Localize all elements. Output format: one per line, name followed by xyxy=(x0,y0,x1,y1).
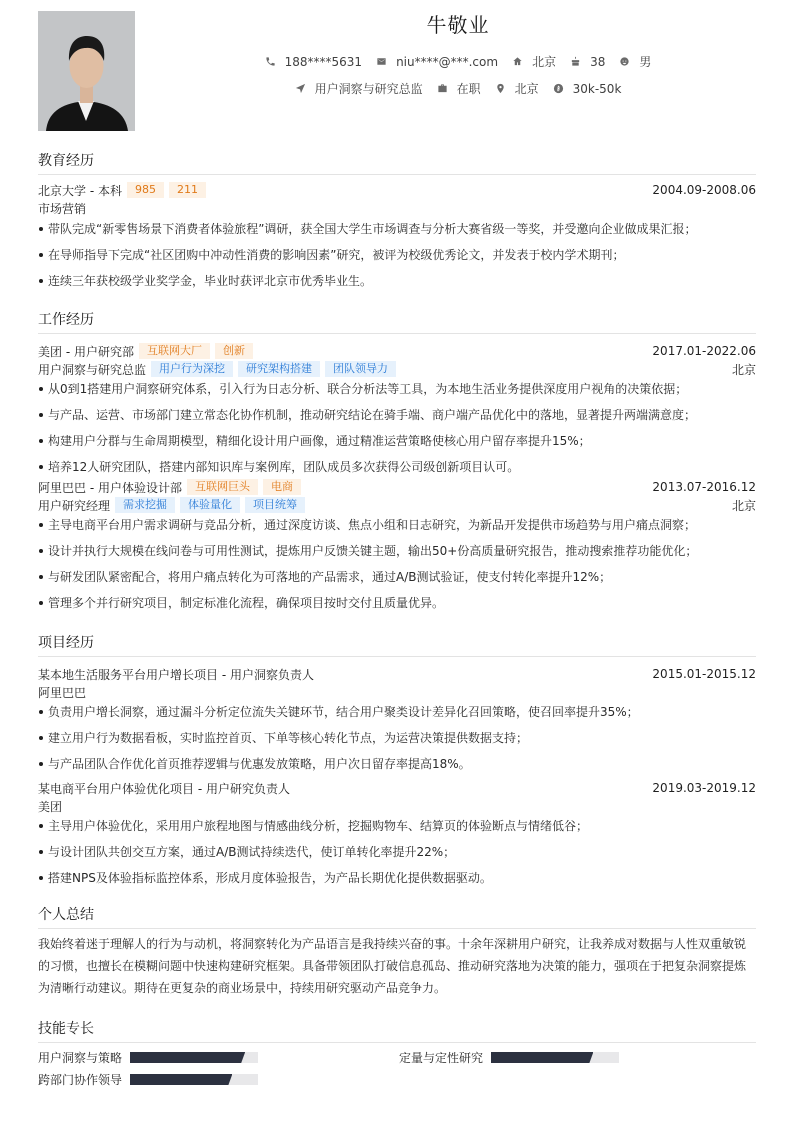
skills-list xyxy=(38,1043,756,1103)
mail-icon xyxy=(376,56,387,67)
work-bullets xyxy=(38,380,756,476)
email-text: niu****@***.com xyxy=(396,54,499,69)
summary-line: 为清晰行动建议。期待在更复杂的商业场景中，持续用研究驱动产品竞争力。 xyxy=(38,981,447,995)
tag: 体验量化 xyxy=(180,497,240,513)
education-section xyxy=(38,150,756,298)
skill-bar xyxy=(130,1074,258,1085)
tag: 创新 xyxy=(215,343,253,359)
work-header xyxy=(38,342,756,360)
summary-line: 的习惯，也擅长在模糊问题中快速构建研究框架。具备带领团队打破信息孤岛、推动研究落地为决策的能力，强项在于把复杂洞察提炼 xyxy=(38,959,747,973)
work-section xyxy=(38,309,756,620)
gender-item xyxy=(619,53,651,70)
skill-item xyxy=(399,1049,619,1066)
work-header xyxy=(38,478,756,496)
city-item xyxy=(512,53,556,70)
list-item: 主导电商平台用户需求调研与竞品分析，通过深度访谈、焦点小组和日志研究，为新品开发提供市场趋势与用户痛点洞察； xyxy=(38,516,756,542)
tag: 需求挖掘 xyxy=(115,497,175,513)
list-item: 与产品、运营、市场部门建立常态化协作机制，推动研究结论在骑手端、商户端产品优化中的落地，显著提升两端满意度； xyxy=(38,406,756,432)
section-title: 项目经历 xyxy=(38,632,756,657)
section-title: 个人总结 xyxy=(38,904,756,929)
phone-text: 188****5631 xyxy=(284,54,363,69)
project-org-row xyxy=(38,797,756,815)
school-name: 北京大学 - 本科 xyxy=(38,183,122,198)
skill-bar-fill xyxy=(130,1074,232,1085)
list-item: 搭建NPS及体验指标监控体系，形成月度体验报告，为产品长期优化提供数据驱动。 xyxy=(38,869,756,895)
tag: 互联网巨头 xyxy=(187,479,258,495)
tag: 团队领导力 xyxy=(325,361,396,377)
skill-item xyxy=(38,1049,258,1066)
job-title: 用户洞察与研究总监 xyxy=(38,362,147,377)
work-city: 北京 xyxy=(731,362,756,377)
company-name: 美团 - 用户研究部 xyxy=(38,344,134,359)
list-item: 与设计团队共创交互方案，通过A/B测试持续迭代，使订单转化率提升22%； xyxy=(38,843,756,869)
project-org-row xyxy=(38,683,756,701)
home-icon xyxy=(512,56,523,67)
gender-text: 男 xyxy=(639,55,652,69)
section-title: 工作经历 xyxy=(38,309,756,334)
tag: 电商 xyxy=(263,479,301,495)
project-name: 某电商平台用户体验优化项目 - 用户研究负责人 xyxy=(38,781,290,796)
profile-photo xyxy=(38,11,135,131)
target-position-text: 用户洞察与研究总监 xyxy=(314,82,423,96)
tag: 985 xyxy=(127,182,164,198)
list-item: 从0到1搭建用户洞察研究体系，引入行为日志分析、联合分析法等工具，为本地生活业务提供深度用户视角的决策依据； xyxy=(38,380,756,406)
work-title-row xyxy=(38,360,756,378)
date: 2019.03-2019.12 xyxy=(652,781,756,795)
list-item: 主导用户体验优化，采用用户旅程地图与情感曲线分析，挖掘购物车、结算页的体验断点与情绪低谷； xyxy=(38,817,756,843)
email-item xyxy=(376,55,498,69)
list-item: 构建用户分群与生命周期模型，精细化设计用户画像，通过精准运营策略使核心用户留存率提升15%； xyxy=(38,432,756,458)
location-icon xyxy=(495,83,506,94)
list-item: 培养12人研究团队，搭建内部知识库与案例库，团队成员多次获得公司级创新项目认可。 xyxy=(38,458,756,476)
list-item: 与产品团队合作优化首页推荐逻辑与优惠发放策略，用户次日留存率提高18%。 xyxy=(38,755,756,773)
summary-section xyxy=(38,904,756,999)
skill-name: 跨部门协作领导 xyxy=(38,1073,123,1087)
project-name: 某本地生活服务平台用户增长项目 - 用户洞察负责人 xyxy=(38,667,314,682)
phone-item xyxy=(265,55,362,69)
contact-info-row xyxy=(135,53,781,70)
project-bullets xyxy=(38,817,756,895)
date: 2013.07-2016.12 xyxy=(652,480,756,494)
job-title: 用户研究经理 xyxy=(38,498,111,513)
summary-text xyxy=(38,933,756,999)
date: 2004.09-2008.06 xyxy=(652,183,756,197)
skill-bar-fill xyxy=(130,1052,245,1063)
status-text: 在职 xyxy=(456,82,481,96)
company-name: 阿里巴巴 - 用户体验设计部 xyxy=(38,480,182,495)
skill-bar-fill xyxy=(491,1052,593,1063)
tag: 用户行为深挖 xyxy=(151,361,233,377)
status-item xyxy=(437,80,481,97)
send-icon xyxy=(295,83,306,94)
list-item: 与研发团队紧密配合，将用户痛点转化为可落地的产品需求，通过A/B测试验证，使支付转化率提升12%； xyxy=(38,568,756,594)
skill-name: 定量与定性研究 xyxy=(399,1051,484,1065)
education-header xyxy=(38,181,756,199)
project-org: 阿里巴巴 xyxy=(38,685,87,700)
job-intent-row xyxy=(135,80,781,97)
list-item: 负责用户增长洞察，通过漏斗分析定位流失关键环节，结合用户聚类设计差异化召回策略，使召回率提升35%； xyxy=(38,703,756,729)
major-row xyxy=(38,199,756,217)
age-text: 38 xyxy=(590,54,606,69)
target-city-item xyxy=(495,80,539,97)
summary-line: 我始终着迷于理解人的行为与动机，将洞察转化为产品语言是我持续兴奋的事。十余年深耕用户研究，让我养成对数据与人性双重敏锐 xyxy=(38,937,747,951)
salary-item xyxy=(553,82,622,96)
skill-bar xyxy=(491,1052,619,1063)
list-item: 在导师指导下完成“社区团购中冲动性消费的影响因素”研究，被评为校级优秀论文，并发表于校内学术期刊； xyxy=(38,246,756,272)
project-header xyxy=(38,779,756,797)
candidate-name: 牛敬业 xyxy=(426,13,490,37)
age-item xyxy=(570,55,605,69)
skills-section xyxy=(38,1018,756,1103)
work-bullets xyxy=(38,516,756,620)
target-position-item xyxy=(295,80,423,97)
education-bullets xyxy=(38,220,756,298)
project-org: 美团 xyxy=(38,799,63,814)
date: 2017.01-2022.06 xyxy=(652,344,756,358)
work-city: 北京 xyxy=(731,498,756,513)
date: 2015.01-2015.12 xyxy=(652,667,756,681)
list-item: 带队完成“新零售场景下消费者体验旅程”调研，获全国大学生市场调查与分析大赛省级一等奖，并受邀向企业做成果汇报； xyxy=(38,220,756,246)
city-text: 北京 xyxy=(532,55,557,69)
skill-item xyxy=(38,1071,258,1088)
target-city-text: 北京 xyxy=(514,82,539,96)
tag: 211 xyxy=(169,182,206,198)
section-title: 技能专长 xyxy=(38,1018,756,1043)
projects-section xyxy=(38,632,756,895)
list-item: 建立用户行为数据看板，实时监控首页、下单等核心转化节点，为运营决策提供数据支持； xyxy=(38,729,756,755)
skill-bar xyxy=(130,1052,258,1063)
list-item: 设计并执行大规模在线问卷与可用性测试，提炼用户反馈关键主题，输出50+份高质量研究报告，推动搜索推荐功能优化； xyxy=(38,542,756,568)
cake-icon xyxy=(570,56,581,67)
major: 市场营销 xyxy=(38,201,87,216)
list-item: 管理多个并行研究项目，制定标准化流程，确保项目按时交付且质量优异。 xyxy=(38,594,756,620)
tag: 项目统筹 xyxy=(245,497,305,513)
gender-icon xyxy=(619,56,630,67)
skill-name: 用户洞察与策略 xyxy=(38,1051,123,1065)
project-bullets xyxy=(38,703,756,773)
project-header xyxy=(38,665,756,683)
tag: 互联网大厂 xyxy=(139,343,210,359)
briefcase-icon xyxy=(437,83,448,94)
section-title: 教育经历 xyxy=(38,150,756,175)
tag: 研究架构搭建 xyxy=(238,361,320,377)
money-icon xyxy=(553,83,564,94)
list-item: 连续三年获校级学业奖学金，毕业时获评北京市优秀毕业生。 xyxy=(38,272,756,298)
phone-icon xyxy=(265,56,276,67)
work-title-row xyxy=(38,496,756,514)
salary-text: 30k-50k xyxy=(572,81,622,96)
